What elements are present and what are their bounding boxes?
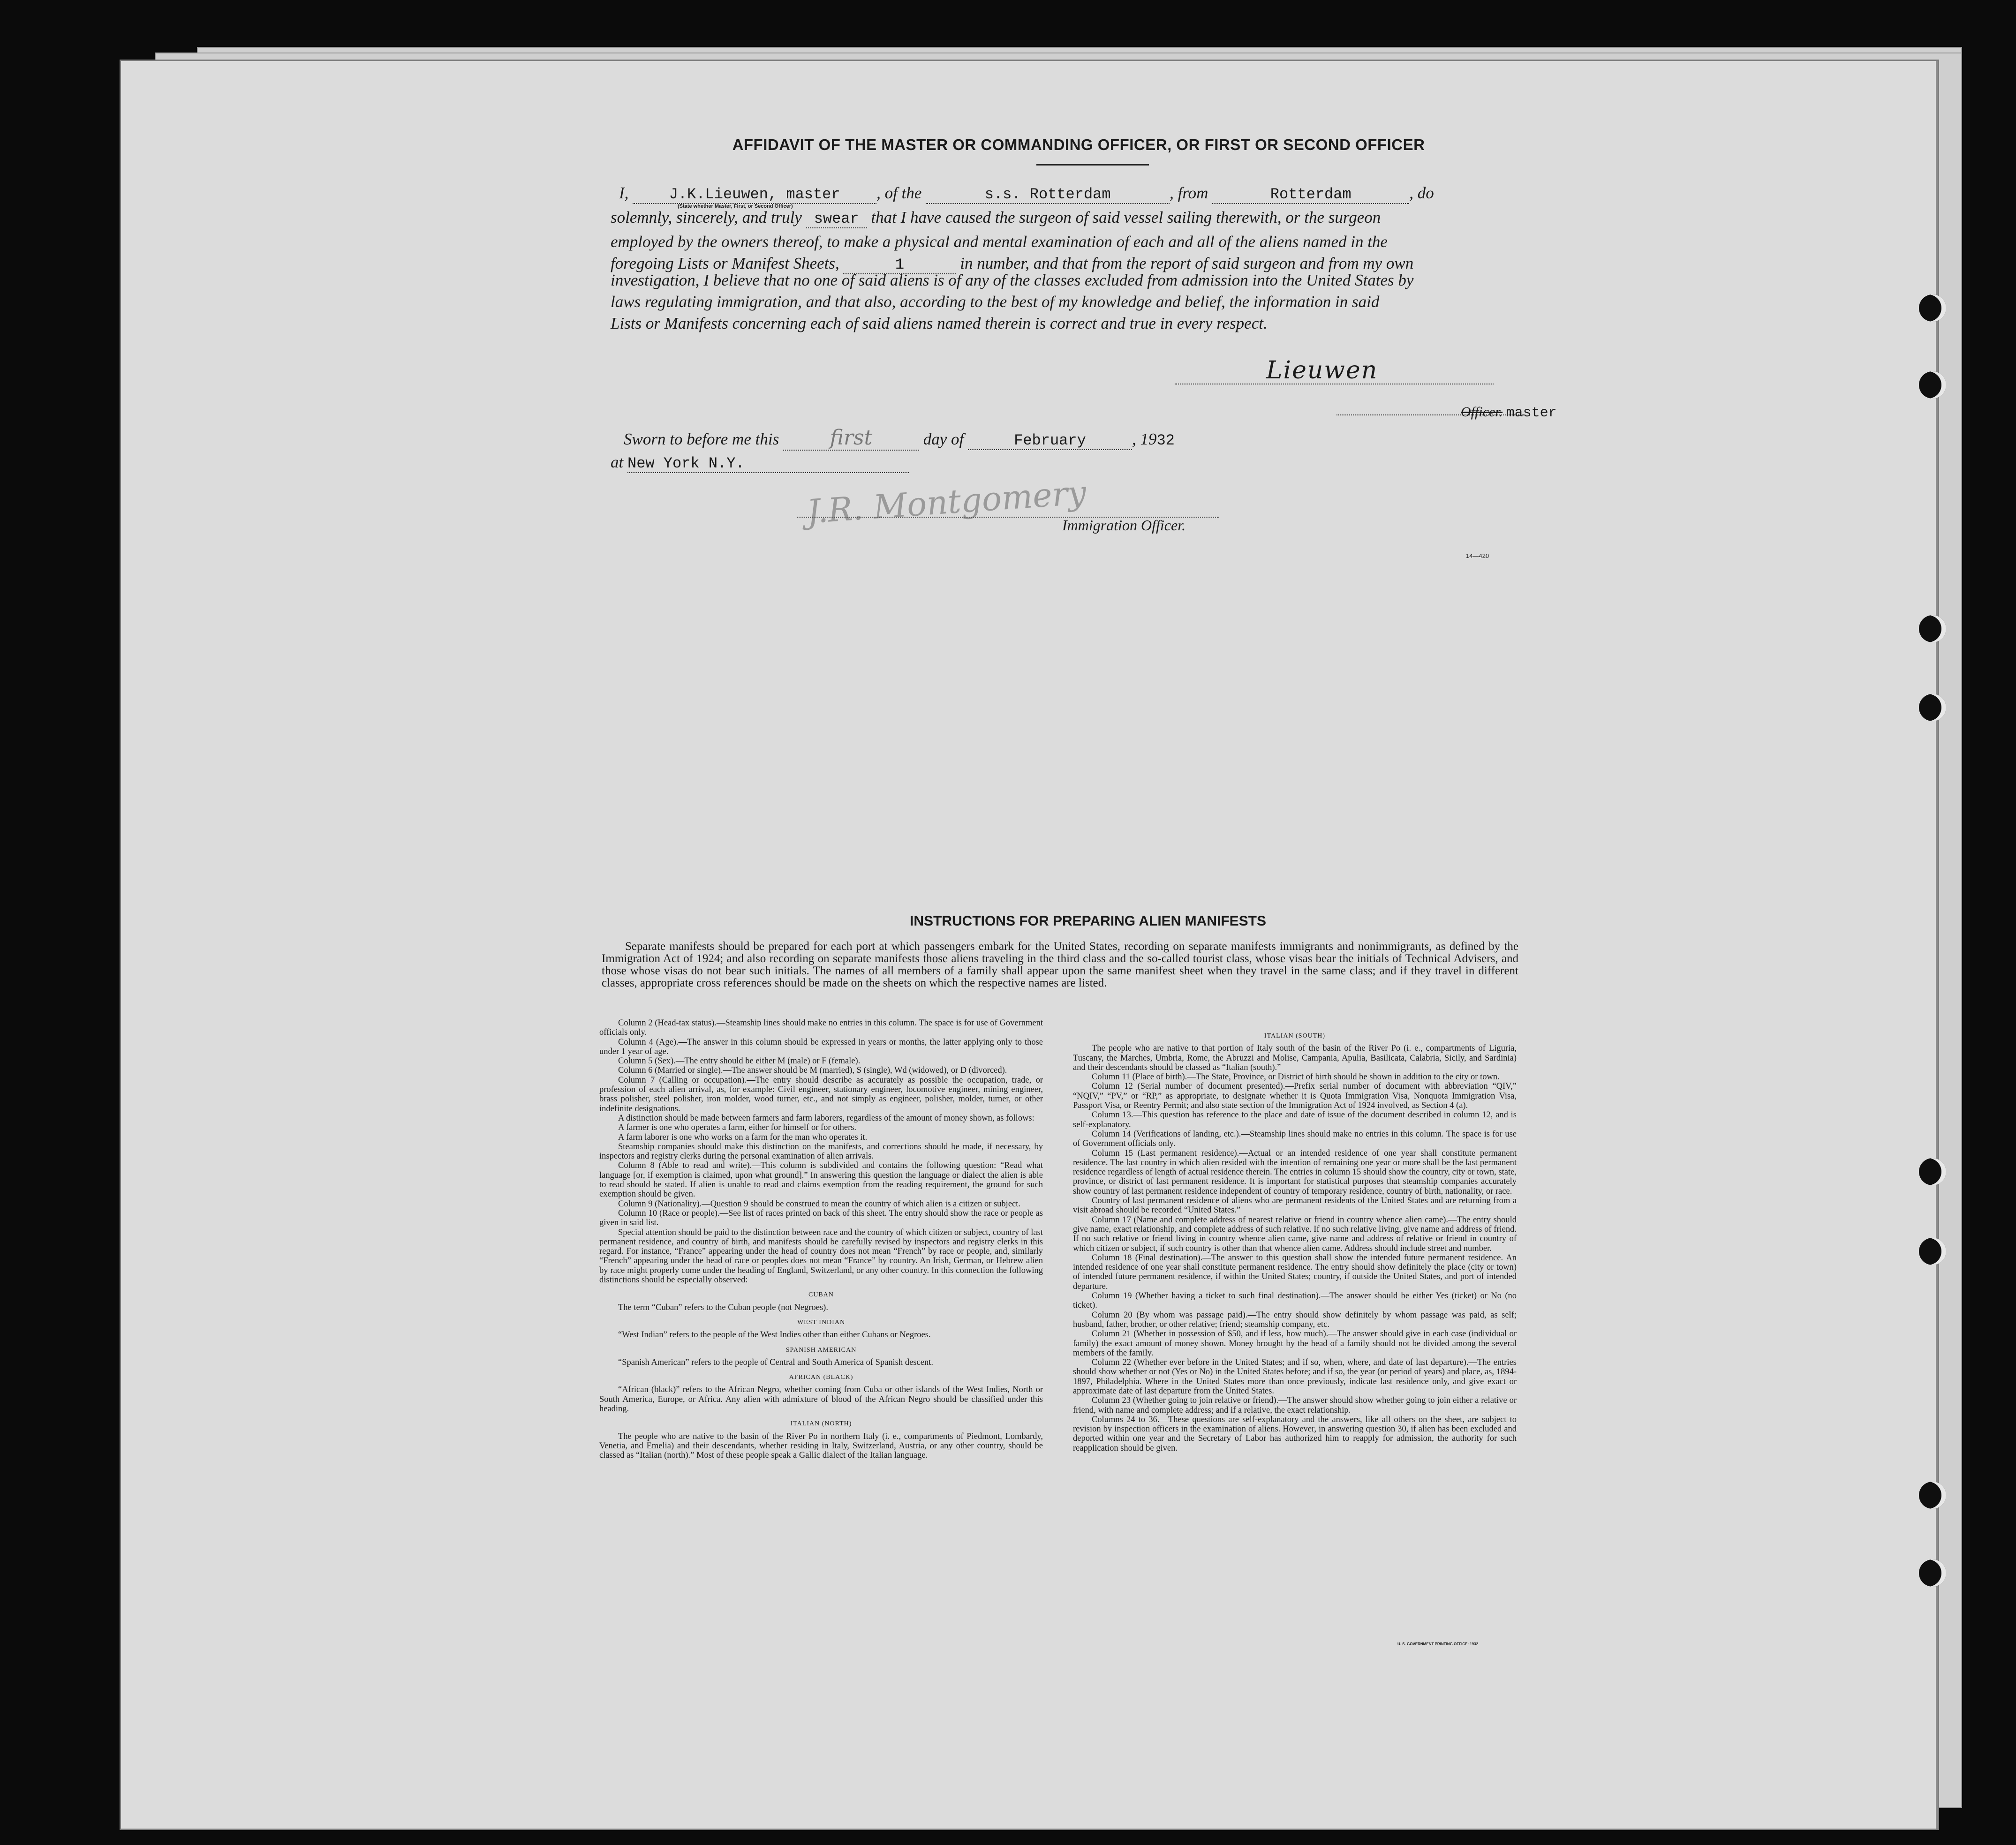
- foregoing-text: foregoing Lists or Manifest Sheets,: [611, 254, 839, 272]
- section-heading: SPANISH AMERICAN: [785, 1346, 857, 1354]
- sworn-line: [624, 426, 1175, 451]
- instruction-paragraph: Column 11 (Place of birth).—The State, Province, or District of birth should be shown in addition to the city or town.: [1092, 1072, 1500, 1082]
- instruction-paragraph: A distinction should be made between farmers and farm laborers, regardless of the amount of money shown, as follows:: [618, 1113, 1034, 1123]
- instruction-paragraph: Column 17 (Name and complete address of nearest relative or friend in country whence alien came).—The entry should give name, exact relationship, and complete address of such relative. If no such relative living, give name and address of friend. If no such relative or friend living in country whence alien came, give name and address of relative or friend in country of which citizen or subject, if such country is other than that whence alien came. Address should include street and number.: [1073, 1215, 1517, 1253]
- instruction-paragraph: “Spanish American” refers to the people of Central and South America of Spanish descent.: [618, 1357, 933, 1367]
- instruction-paragraph: Column 2 (Head-tax status).—Steamship lines should make no entries in this column. The space is for use of Government officials only.: [599, 1018, 1043, 1038]
- from-label: , from: [1170, 184, 1208, 202]
- title-underline: [1036, 164, 1149, 166]
- solemnly-text: solemnly, sincerely, and truly: [611, 208, 802, 226]
- vessel-name-field: s.s. Rotterdam: [926, 186, 1170, 204]
- affidavit-line-2: [611, 208, 1381, 228]
- day-of-text: day of: [923, 430, 964, 448]
- year-prefix: , 19: [1132, 430, 1157, 448]
- affidavit-line-3: employed by the owners thereof, to make a physical and mental examination of each and all of the aliens named in the: [611, 233, 1388, 251]
- section-heading: CUBAN: [808, 1291, 834, 1299]
- affidavit-line-6: laws regulating immigration, and that also, according to the best of my knowledge and belief, the information in said: [611, 293, 1380, 311]
- affidavit-line-5: investigation, I believe that no one of said aliens is of any of the classes excluded from admission into the United States by: [611, 271, 1414, 289]
- instruction-paragraph: Column 14 (Verifications of landing, etc.).—Steamship lines should make no entries in this column. The space is for use of Government officials only.: [1073, 1129, 1517, 1149]
- section-heading: ITALIAN (NORTH): [790, 1420, 852, 1428]
- oath-field: swear: [806, 210, 867, 228]
- immigration-officer-label: Immigration Officer.: [1062, 517, 1186, 534]
- sworn-place-line: [611, 453, 909, 473]
- do-label: , do: [1409, 184, 1434, 202]
- officer-rank-typed: master: [1506, 405, 1557, 421]
- master-name-field: J.K.Lieuwen, master: [633, 186, 876, 204]
- affidavit-title: AFFIDAVIT OF THE MASTER OR COMMANDING OFFICER, OR FIRST OR SECOND OFFICER: [732, 136, 1425, 153]
- affidavit-line-7: Lists or Manifests concerning each of said aliens named therein is correct and true in every respect.: [611, 314, 1268, 332]
- instruction-paragraph: Column 23 (Whether going to join relative or friend).—The answer should show whether going to join either a relative or friend, with name and complete address; and if a relative, the exact relationship.: [1073, 1396, 1517, 1415]
- instruction-paragraph: Column 10 (Race or people).—See list of races printed on back of this sheet. The entry should show the race or people as given in said list.: [599, 1208, 1043, 1228]
- sworn-year-field: 32: [1156, 432, 1175, 449]
- instruction-paragraph: Column 13.—This question has reference to the place and date of issue of the document described in column 12, and is self-explanatory.: [1073, 1110, 1517, 1130]
- section-heading: ITALIAN (SOUTH): [1264, 1032, 1326, 1039]
- instruction-paragraph: The term “Cuban” refers to the Cuban people (not Negroes).: [618, 1303, 828, 1312]
- instructions-left-column: [599, 1018, 1043, 1460]
- binder-hole: [1919, 1238, 1946, 1265]
- instruction-paragraph: The people who are native to the basin of the River Po in northern Italy (i. e., compartments of Piedmont, Lombardy, Venetia, and Emelia) and their descendants, whether residing in Italy, Switzerland, Austria, or any other country, should be classed as “Italian (north).” Most of these people speak a Gallic dialect of the Italian language.: [599, 1431, 1043, 1461]
- sworn-day-field: first: [783, 426, 919, 451]
- binder-hole: [1919, 1559, 1946, 1587]
- instruction-paragraph: Column 18 (Final destination).—The answer to this question shall show the intended future permanent residence. An intended residence of one year shall constitute permanent residence. The entry should show definitely the place (city or town) of intended future permanent residence, if within the United States; country, if outside the United States, and port of intended departure.: [1073, 1253, 1517, 1291]
- immigration-officer-signature: J.R. Montgomery: [805, 473, 1088, 531]
- instruction-paragraph: Column 9 (Nationality).—Question 9 should be construed to mean the country of which alien is a citizen or subject.: [618, 1199, 1021, 1209]
- instruction-paragraph: Column 4 (Age).—The answer in this column should be expressed in years or months, the latter applying only to those under 1 year of age.: [599, 1037, 1043, 1056]
- sworn-month-field: February: [968, 432, 1132, 450]
- instructions-intro: Separate manifests should be prepared for each port at which passengers embark for the United States, recording on separate manifests immigrants and nonimmigrants, as defined by the Immigration Act of 1924; and also recording on separate manifests those aliens traveling in the third class and the so-called tourist class, whose visas bear the initials of Technical Advisers, and those whose visas do not bear such initials. The names of all members of a family shall appear upon the same manifest sheet when they travel in the same class; and if they travel in different classes, appropriate cross references should be made on the sheets on which the respective names are listed.: [602, 940, 1518, 989]
- section-heading: AFRICAN (BLACK): [789, 1374, 853, 1381]
- officer-label: [1461, 404, 1557, 421]
- binder-hole: [1919, 1158, 1946, 1185]
- instruction-paragraph: Column 19 (Whether having a ticket to such final destination).—The answer should be either Yes (ticket) or No (no ticket).: [1073, 1291, 1517, 1310]
- instruction-paragraph: A farm laborer is one who works on a farm for the man who operates it.: [618, 1132, 868, 1142]
- at-label: at: [611, 453, 624, 471]
- instruction-paragraph: Column 15 (Last permanent residence).—Actual or an intended residence of one year shall constitute permanent residence. The last country in which alien resided with the intention of remaining one year or more shall be the last permanent residence regardless of length of actual residence therein. The entries in column 15 should show the country, city or town, state, province, or district of last permanent residence. It is important for statistical purposes that steamship companies accurately show country of last permanent residence independent of country of temporary residence, country of birth, nationality, or race.: [1073, 1148, 1517, 1196]
- binder-hole: [1919, 615, 1946, 642]
- sworn-text: Sworn to before me this: [624, 430, 779, 448]
- instruction-paragraph: “African (black)” refers to the African Negro, whether coming from Cuba or other islands of the West Indies, North or South America, Europe, or Africa. Any alien with admixture of blood of the African Negro should be classified under this heading.: [599, 1385, 1043, 1414]
- printer-imprint: U. S. GOVERNMENT PRINTING OFFICE: 1932: [1397, 1642, 1479, 1646]
- departure-port-field: Rotterdam: [1212, 186, 1409, 204]
- rank-hint: (State whether Master, First, or Second Officer): [678, 203, 793, 209]
- instruction-paragraph: Column 20 (By whom was passage paid).—The entry should show definitely by whom passage was paid, as self; husband, father, brother, or other relative; friend; steamship company, etc.: [1073, 1310, 1517, 1329]
- affidavit-line-1: [619, 184, 1434, 204]
- instruction-paragraph: Special attention should be paid to the distinction between race and the country of which citizen or subject, country of last permanent residence, and country of birth, and manifests should be carefully revised by inspectors and registry clerks in this regard. For instance, “France” appearing under the head of country does not mean “French” by race or people, and, similarly “French” appearing under the head of race or peoples does not mean “France” by country. An Irish, German, or Hebrew alien by race might properly come under the heading of England, Switzerland, or any other country. In this connection the following distinctions should be especially observed:: [599, 1227, 1043, 1285]
- instruction-paragraph: Column 21 (Whether in possession of $50, and if less, how much).—The answer should give in each case (individual or family) the exact amount of money shown. Money brought by the head of a family should not be divided among the several members of the family.: [1073, 1329, 1517, 1358]
- instructions-title: INSTRUCTIONS FOR PREPARING ALIEN MANIFESTS: [909, 913, 1267, 929]
- surgeon-text: that I have caused the surgeon of said vessel sailing therewith, or the surgeon: [871, 208, 1381, 226]
- binder-hole: [1919, 371, 1946, 399]
- instruction-paragraph: Column 6 (Married or single).—The answer should be M (married), S (single), Wd (widowed), or D (divorced).: [618, 1066, 1007, 1076]
- instruction-paragraph: Country of last permanent residence of aliens who are permanent residents of the United States and are returning from a visit abroad should be recorded “United States.”: [1073, 1196, 1517, 1215]
- binder-hole: [1919, 1482, 1946, 1509]
- instructions-right-column: [1073, 1026, 1517, 1453]
- of-the-label: , of the: [876, 184, 922, 202]
- instruction-paragraph: Column 8 (Able to read and write).—This column is subdivided and contains the following question: “Read what language [or, if exemption is claimed, upon what ground].” In answering this question the language or dialect the alien is able to read should be stated. If alien is unable to read and claims exemption from the reading requirement, the ground for such exemption should be given.: [599, 1161, 1043, 1199]
- instruction-paragraph: Columns 24 to 36.—These questions are self-explanatory and the answers, like all others on the sheet, are subject to revision by inspection officers in the examination of aliens. However, in answering question 30, if alien has been excluded and deported within one year and the Secretary of Labor has authorized him to reapply for admission, the authority for such reapplication should be given.: [1073, 1415, 1517, 1453]
- instruction-paragraph: Steamship companies should make this distinction on the manifests, and corrections should be made, if necessary, by inspectors and registry clerks during the personal examination of alien arrivals.: [599, 1142, 1043, 1161]
- binder-hole: [1919, 694, 1946, 721]
- instruction-paragraph: Column 7 (Calling or occupation).—The entry should describe as accurately as possible the occupation, trade, or profession of each alien arrival, as, for example: Civil engineer, stationary engineer, locomotive engineer, mining engineer, brass polisher, steel polisher, iron molder, wood turner, etc., and not simply as engineer, polisher, molder, turner, or other indefinite designations.: [599, 1075, 1043, 1114]
- form-code: 14—420: [1466, 552, 1489, 559]
- section-heading: WEST INDIAN: [797, 1318, 846, 1326]
- instruction-paragraph: Column 22 (Whether ever before in the United States; and if so, when, where, and date of last departure).—The entries should show whether or not (Yes or No) in the United States before; and if so, the year (or period of years) and place, as, 1894-1897, Philadelphia. Where in the United States more than once previously, indicate last residence only, and give exact or approximate date of last departure from the United States.: [1073, 1358, 1517, 1396]
- master-signature: Lieuwen: [1266, 356, 1378, 384]
- officer-word: Officer.: [1461, 404, 1503, 420]
- sheet-count-field: 1: [843, 256, 956, 274]
- sworn-place-field: New York N.Y.: [627, 455, 909, 473]
- instruction-paragraph: A farmer is one who operates a farm, either for himself or for others.: [618, 1123, 857, 1133]
- affidavit-i: I,: [619, 184, 629, 202]
- in-number-text: in number, and that from the report of said surgeon and from my own: [960, 254, 1414, 272]
- instruction-paragraph: “West Indian” refers to the people of the West Indies other than either Cubans or Negroes.: [618, 1330, 931, 1340]
- instruction-paragraph: Column 12 (Serial number of document presented).—Prefix serial number of document with abbreviation “QIV,” “NQIV,” “PV,” or “RP,” as appropriate, to designate whether it is Quota Immigration Visa, Nonquota Immigration Visa, Passport Visa, or Reentry Permit; and also state section of the Immigration Act of 1924 involved, as Section 4 (a).: [1073, 1082, 1517, 1111]
- instruction-paragraph: The people who are native to that portion of Italy south of the basin of the River Po (i. e., compartments of Liguria, Tuscany, the Marches, Umbria, Rome, the Abruzzi and Molise, Campania, Apulia, Basilicata, Calabria, Sicily, and Sardinia) and their descendants should be classed as “Italian (south).”: [1073, 1044, 1517, 1072]
- binder-hole: [1919, 294, 1946, 322]
- instruction-paragraph: Column 5 (Sex).—The entry should be either M (male) or F (female).: [618, 1056, 861, 1066]
